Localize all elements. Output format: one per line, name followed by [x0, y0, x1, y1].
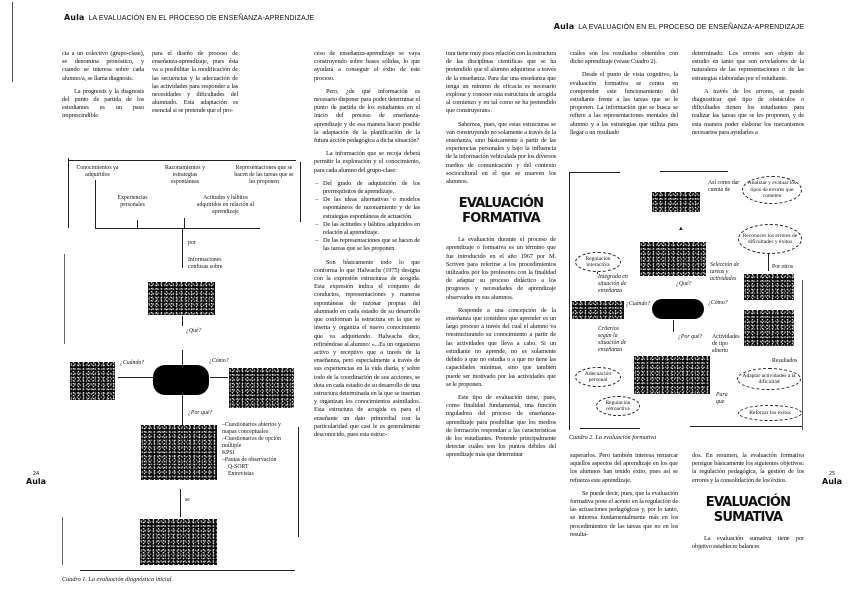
heading-line: EVALUACIÓN	[705, 494, 791, 510]
q-why: ¿Por qué?	[678, 334, 703, 340]
box-label: Conocimientos ya adquiridos	[76, 165, 119, 178]
paragraph: para el diseño de proceso de enseñanza-aprendizaje, pues ésta va a posibilitar la modificación de las secuencias y la adecuación de las actividades para responder a las necesidades y dificultades del alumnado. Esta adaptación es esencial si se pretende que el pro-	[152, 50, 238, 115]
right-col3-bottom	[692, 452, 804, 556]
oval-left: Regulación interactiva	[575, 252, 621, 272]
diagram-box-result	[140, 519, 217, 565]
paragraph: Sabemos, pues, que estas estructuras se van construyendo no solamente a través de la enseñanza, sino básicamente a partir de las experiencias personales y bajo la influencia de la información vehiculada por los diversos medios de comunicación y del contexto sociocultural en el que se mueven los alumnos.	[446, 120, 556, 186]
header-brand: Aula	[553, 22, 575, 31]
paragraph: dos. En resumen, la evaluación formativa persigue básicamente los siguientes objetivos: la regulación pedagógica, la gestión de los errores y la consolidación de los éxitos.	[692, 452, 804, 484]
q-when: ¿Cuándo?	[626, 301, 651, 307]
right-col1	[446, 50, 556, 465]
paragraph: Pero, ¿de qué información es necesario disponer para poder determinar el punto de partida de los estudiantes en el inicio del proceso de enseñanza-aprendizaje y de esa manera hacer posible la adaptación de la planificación de la futura acción pedagógica a dicha situación?	[314, 87, 420, 145]
method-item: KPSI	[222, 450, 235, 456]
page-number: 25	[828, 471, 836, 477]
paragraph: tura tiene muy poca relación con la estructura de las disciplinas científicas que se ha pretendido que el alumno adquiriese a través de la enseñanza. Para dar una enseñanza que tenga un mínimo de eficacia es necesario explorar y conocer esta estructura de acogida al comienzo y en tal como se ha pretendido que construyeran».	[446, 50, 556, 115]
heading-evaluacion-formativa	[446, 196, 556, 226]
heading-line: FORMATIVA	[462, 211, 540, 227]
paragraph: ceso de enseñanza-aprendizaje se vaya construyendo sobre bases sólidas, lo que ayudará a conseguir el éxito de este proceso.	[314, 50, 420, 82]
paragraph: cuáles son los resultados obtenidos con dicho aprendizaje (véase Cuadro 2).	[570, 50, 678, 66]
list-item: – Del grado de adquisición de los prerrequisitos de aprendizaje.	[323, 180, 420, 196]
header-title: LA EVALUACIÓN EN EL PROCESO DE ENSEÑANZA-APRENDIZAJE	[88, 15, 315, 22]
paragraph: A través de los errores, se puede diagnosticar qué tipo de obstáculos o dificultades tienen los estudiantes para realizar las tareas que se les proponen, y de esta manera poder elaborar los mecanismos necesarios para ayudarles a	[692, 87, 804, 136]
diagram-box-how	[229, 368, 294, 408]
right-col2-top	[570, 50, 678, 142]
label-selection: Selección de tareas y actividades	[710, 262, 740, 282]
q-when: ¿Cuándo?	[120, 360, 145, 366]
q-how: ¿Cómo?	[708, 300, 728, 306]
diagram-box	[744, 274, 794, 300]
por-label: por	[188, 240, 196, 246]
label-activities: Actividades de tipo abierto	[712, 334, 740, 354]
method-item: Q-SORT	[228, 464, 249, 470]
list-item: – De las ideas alternativas o modelos espontáneos de razonamiento y de las estrategias espontáneas de actuación.	[323, 196, 420, 221]
label-bottom-left: Criterios según la situación de enseñanza	[598, 326, 627, 353]
diagram-box-when	[70, 362, 115, 400]
diagram-box-why	[141, 425, 217, 480]
paragraph: Este tipo de evaluación tiene, pues, como finalidad fundamental, una función reguladora del proceso de enseñanza-aprendizaje para posibilitar que los medios de formación respondan a las características de los estudiantes. Pretende principalmente detectar cuáles son los puntos débiles del aprendizaje más que determinar	[446, 393, 556, 459]
heading-line: EVALUACIÓN	[458, 196, 544, 212]
label-para: Para que	[716, 392, 728, 405]
box-label: Experiencias personales	[117, 195, 148, 208]
paragraph: determinado. Los errores son objeto de estudio en tanto que son reveladores de la naturaleza de las representaciones o de las estrategias elaboradas por el estudiante.	[692, 50, 804, 82]
label-results: Resultados	[772, 358, 798, 364]
paragraph: La evaluación sumativa tiene por objetivo establecer balances	[692, 534, 804, 551]
arrow-label: se	[185, 497, 190, 503]
diagnostic-diagram	[0, 32, 424, 592]
paragraph: La información que se recoja deberá permitir la exploración y el conocimiento, para cada alumno del grupo-clase:	[314, 150, 420, 174]
oval-bottom-left1: Adecuación personal	[575, 367, 621, 387]
paragraph: La prognosis y la diagnosis del punto de partida de los estudiantes es un paso imprescindible	[62, 87, 144, 120]
center-node	[652, 299, 704, 319]
label-others: Por otros	[772, 264, 794, 270]
right-running-header	[554, 22, 804, 31]
method-item: –Pautas de observación	[222, 457, 277, 463]
box-label: Razonamientos y estrategias espontáneas	[164, 165, 206, 185]
center-node	[153, 365, 209, 395]
page-brand: Aula	[26, 477, 47, 486]
label-integrated: Integrada en situación de enseñanza	[598, 274, 628, 294]
diagram-box-how	[744, 310, 794, 346]
oval-bottom-left2: Regulación retroactiva	[596, 396, 640, 416]
right-col3-top	[692, 50, 804, 142]
diagram-box-what	[148, 282, 215, 315]
method-item: –Cuestionarios abiertos y mapas conceptuales	[222, 422, 281, 435]
left-page-number	[26, 470, 46, 486]
q-what: ¿Qué?	[186, 328, 202, 334]
paragraph: La evaluación durante el proceso de aprendizaje o formativa es un término que fue introducido en el año 1967 por M. Scriven para referirse a los procedimientos utilizados por los profesores con la finalidad de adaptar su proceso didáctico a los progresos y necesidades de aprendizaje observados en sus alumnos.	[446, 236, 556, 301]
figure-caption: Cuadro 2. La evaluación formativa	[569, 434, 657, 441]
paragraph: Responde a una concepción de la enseñanza que considera que aprender es un largo proceso a través del cual el alumno va reestructurando su conocimiento a partir de las actividades que lleva a cabo. Si un estudiante no aprende, no es solamente debido a que no estudia o a que no tiene las capacidades mínimas, sino que también puede ser motivado por las actividades que se le proponen.	[446, 306, 556, 388]
page-number: 24	[32, 471, 40, 477]
diagram-box-when	[572, 301, 624, 319]
right-col2-bottom	[570, 452, 678, 544]
method-item: Entrevistas	[228, 471, 254, 477]
diagram-box-why	[634, 356, 710, 394]
box-label: Representaciones que se hacen de las tareas que se les proponen	[234, 165, 294, 185]
paragraph: superarlos. Pero también interesa remarcar aquellos aspectos del aprendizaje en los que los alumnos han tenido éxito, pues así se refuerza este aprendizaje.	[570, 452, 678, 484]
right-page-number	[822, 470, 842, 486]
method-item: –Cuestionarios de opción múltiple	[222, 436, 281, 449]
left-running-header	[64, 13, 314, 22]
q-how: ¿Cómo?	[209, 358, 229, 364]
methods-list	[222, 422, 292, 478]
info-label: Informaciones confusas sobre	[188, 257, 223, 270]
arrow-glyph: ▲	[678, 226, 684, 232]
figure-caption: Cuadro 1. La evaluación diagnóstica inicial	[62, 576, 172, 583]
q-what: ¿Qué?	[676, 281, 692, 287]
paragraph: Desde el punto de vista cognitivo, la evaluación formativa se centra en comprender este funcionamiento del estudiante frente a las tareas que se le proponen. La información que se busca se refiere a las representaciones mentales del alumno y a las estrategias que utiliza para llegar a un resultado	[570, 71, 678, 136]
heading-line: SUMATIVA	[713, 509, 783, 525]
diagram-box	[652, 192, 700, 212]
box-label: Actitudes y hábitos adquiridos en relación al aprendizaje	[196, 195, 255, 215]
oval-top: Analizar y evaluar los tipos de errores que cometen	[742, 176, 802, 204]
oval-bottom-right1: Adaptar actividades a la dificultad	[737, 368, 801, 390]
oval-right-mid: Reconocer los errores de dificultades y éxitos	[738, 224, 802, 254]
header-title: LA EVALUACIÓN EN EL PROCESO DE ENSEÑANZA-APRENDIZAJE	[578, 24, 804, 31]
list-item: – De las representaciones que se hacen de las tareas que se les proponen.	[323, 237, 420, 253]
label-top-left: Así como dar cuenta de	[708, 180, 740, 193]
oval-bottom-right2: Reforzar los éxitos	[738, 405, 802, 421]
paragraph: cia a un colectivo (grupo-clase), se denomina pronóstico, y cuando se interesa sobre cada alumno/a, se llama diagnosis.	[62, 50, 144, 82]
diagram-box-what	[640, 242, 706, 276]
list-item: – De las actitudes y hábitos adquiridos en relación al aprendizaje.	[323, 221, 420, 237]
page-brand: Aula	[822, 477, 843, 486]
paragraph: Se puede decir, pues, que la evaluación formativa pone el acento en la regulación de las actuaciones pedagógicas y, por lo tanto, se interesa fundamentalmente más en los procedimientos de las tareas que no en los resulta-	[570, 489, 678, 538]
heading-evaluacion-sumativa	[692, 495, 804, 525]
q-why: ¿Por qué?	[188, 410, 213, 416]
header-brand: Aula	[64, 13, 85, 22]
paragraph: Son básicamente todo lo que conforma lo que Halwachs (1975) designa con la expresión estructuras de acogida. Esta expresión indica el conjunto de conductos, representaciones y maneras espontáneas de razonar propias del alumnado en cada estadio de su desarrollo que conforman la estructura en la que se inserta y organiza el nuevo conocimiento que va adquiriendo. Halwachs dice, refiriéndose al alumno: «...Es un organismo activo y receptivo que a través de la enseñanza, pero especialmente a través de sus experiencias en la vida diaria, y sobre todo de la coordinación de sus acciones, se dota en cada estadio de su desarrollo de una estructura determinada en la que se insertan y organizan los conocimientos asimilados. Esta estructura de acogida es para el enseñante un dato primordial con la particularidad que casi le es generalmente desconocido, pues esta estruc-	[314, 258, 420, 438]
